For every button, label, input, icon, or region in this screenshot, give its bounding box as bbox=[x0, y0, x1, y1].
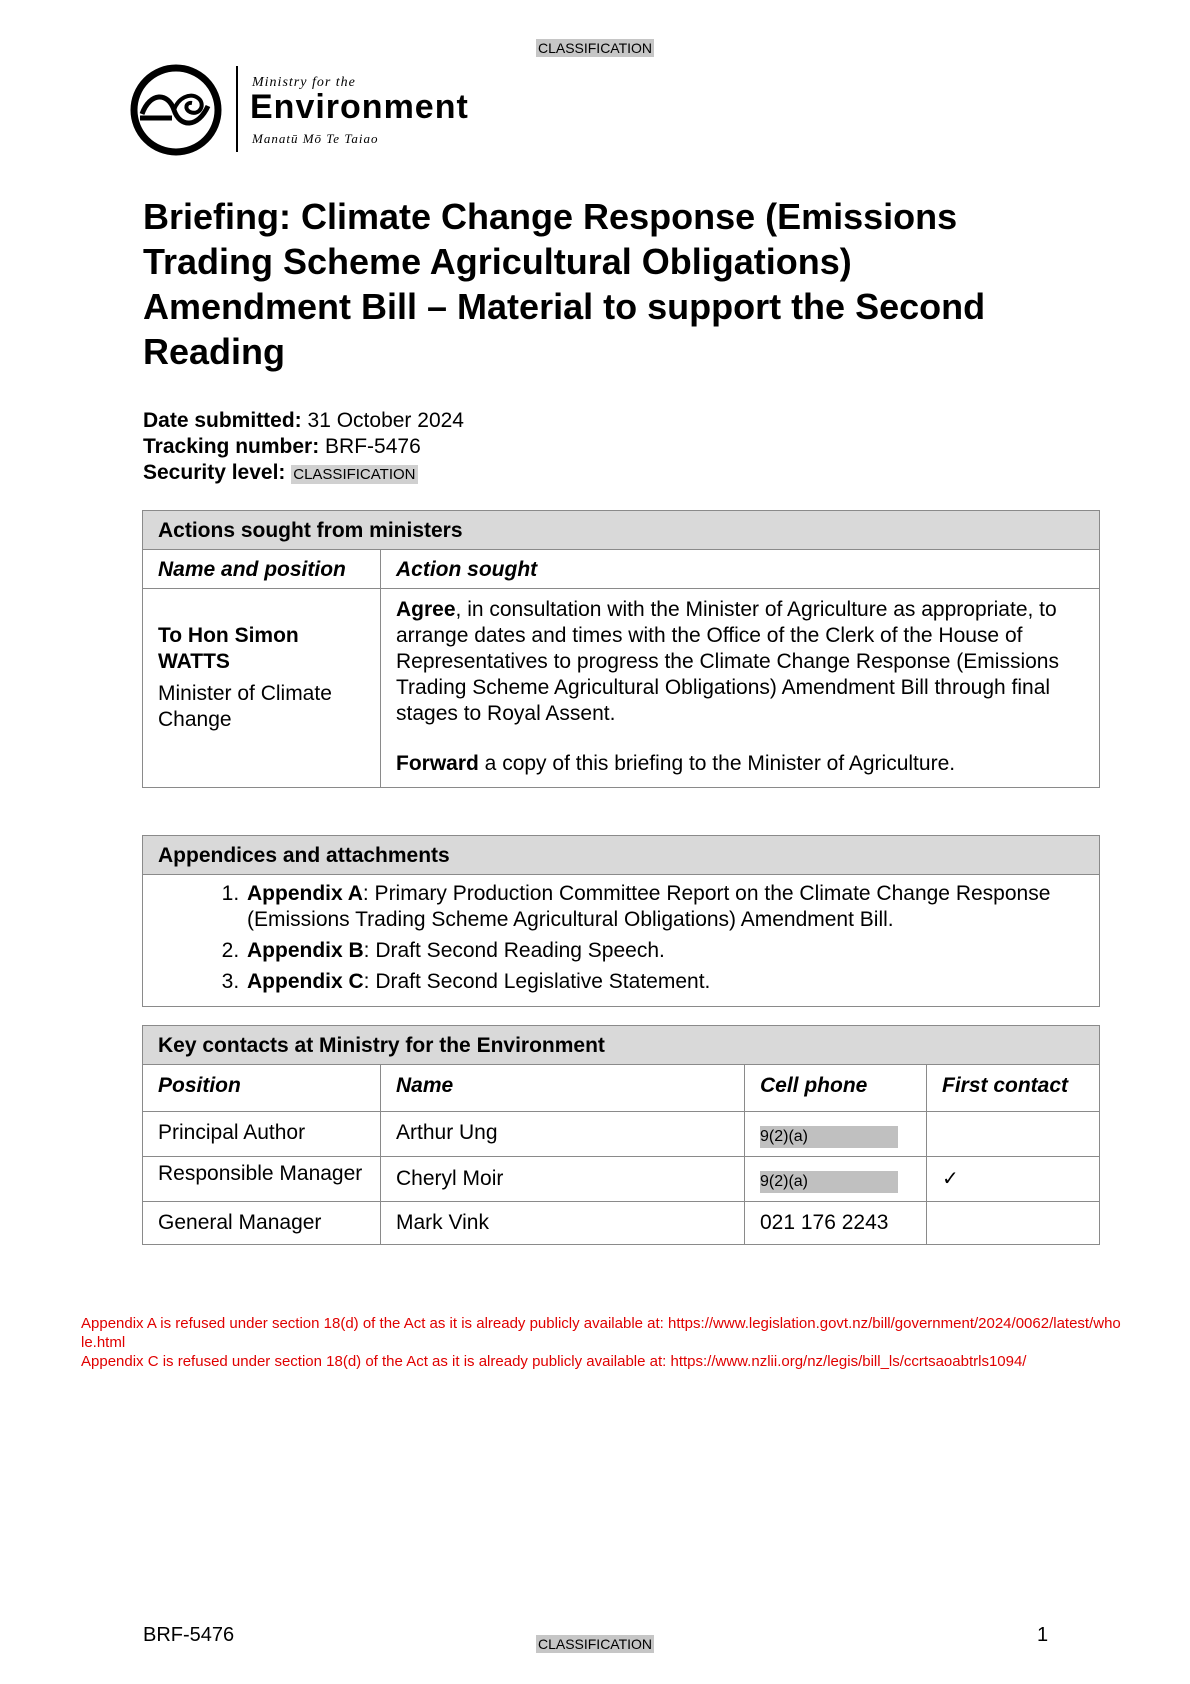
footer-page-number: 1 bbox=[1037, 1624, 1049, 1646]
tracking-number-value: BRF-5476 bbox=[325, 435, 421, 458]
list-item bbox=[245, 938, 1084, 964]
refusal-note-appendix-c: Appendix C is refused under section 18(d) of the Act as it is already publicly available at: https://www.nzlii.org/nz/legis/bill_ls/ccrtsaoabtrls1094/ bbox=[81, 1353, 1027, 1370]
refusal-note-appendix-a: Appendix A is refused under section 18(d) of the Act as it is already publicly available at: https://www.legislation.govt.nz/bill/government/2024/0062/latest/whole.html bbox=[81, 1315, 1121, 1351]
contact-position: Responsible Manager bbox=[143, 1157, 381, 1202]
appendices-list-cell bbox=[143, 875, 1100, 1007]
action-forward-text: a copy of this briefing to the Minister of Agriculture. bbox=[478, 752, 956, 775]
appendix-a-text: : Primary Production Committee Report on the Climate Change Response (Emissions Trading Scheme Agricultural Obligations) Amendment Bill. bbox=[247, 882, 1051, 931]
appendix-c-label: Appendix C bbox=[247, 970, 364, 993]
action-agree-text: , in consultation with the Minister of Agriculture as appropriate, to arrange dates and times with the Office of the Clerk of the House of Representatives to progress the Climate Change Response (Emissions Trading Scheme Agricultural Obligations) Amendment Bill through final stages to Royal Assent. bbox=[396, 598, 1059, 725]
redacted-phone: 9(2)(a) bbox=[760, 1126, 898, 1148]
action-agree bbox=[396, 597, 1084, 727]
list-item bbox=[245, 881, 1084, 933]
appendix-a-label: Appendix A bbox=[247, 882, 363, 905]
table-row bbox=[143, 1112, 1100, 1157]
ministry-logo bbox=[128, 62, 488, 162]
logo-maori-name-line: Manatū Mō Te Taiao bbox=[252, 131, 379, 146]
recipient-name: To Hon Simon WATTS bbox=[158, 624, 299, 673]
contact-name: Cheryl Moir bbox=[381, 1157, 745, 1202]
classification-label-top: CLASSIFICATION bbox=[537, 40, 653, 56]
ministry-logo-mark-icon bbox=[128, 62, 224, 158]
appendix-b-text: : Draft Second Reading Speech. bbox=[363, 939, 665, 962]
refusal-notes bbox=[81, 1314, 1121, 1371]
contact-phone-cell bbox=[745, 1112, 927, 1157]
appendices-heading: Appendices and attachments bbox=[143, 836, 1100, 875]
logo-ministry-line: Ministry for the bbox=[252, 75, 356, 90]
action-forward-keyword: Forward bbox=[396, 752, 479, 775]
footer-tracking-number: BRF-5476 bbox=[143, 1624, 235, 1646]
security-level-label: Security level: bbox=[143, 461, 286, 484]
table-row bbox=[143, 1202, 1100, 1245]
contact-position: Principal Author bbox=[143, 1112, 381, 1157]
cell-phone-column-header: Cell phone bbox=[745, 1065, 927, 1112]
key-contacts-table bbox=[142, 1025, 1100, 1245]
appendix-b-label: Appendix B bbox=[247, 939, 364, 962]
first-contact-column-header: First contact bbox=[927, 1065, 1100, 1112]
actions-sought-heading: Actions sought from ministers bbox=[143, 511, 1100, 550]
action-sought-column-header: Action sought bbox=[381, 550, 1100, 589]
date-submitted-row bbox=[143, 408, 464, 434]
list-item bbox=[245, 969, 1084, 995]
briefing-title: Briefing: Climate Change Response (Emissions Trading Scheme Agricultural Obligations) Amendment Bill – Material to support the Second Reading bbox=[143, 196, 986, 372]
action-agree-keyword: Agree bbox=[396, 598, 456, 621]
key-contacts-heading: Key contacts at Ministry for the Environment bbox=[143, 1026, 1100, 1065]
logo-divider bbox=[236, 66, 238, 152]
tracking-number-label: Tracking number: bbox=[143, 435, 320, 458]
actions-sought-table bbox=[142, 510, 1100, 788]
redacted-phone: 9(2)(a) bbox=[760, 1171, 898, 1193]
date-submitted-value: 31 October 2024 bbox=[307, 409, 464, 432]
table-row bbox=[143, 589, 1100, 788]
appendix-c-text: : Draft Second Legislative Statement. bbox=[363, 970, 711, 993]
tracking-number-row bbox=[143, 434, 464, 460]
contact-first bbox=[927, 1202, 1100, 1245]
security-level-value: CLASSIFICATION bbox=[293, 466, 416, 483]
classification-footer bbox=[0, 1636, 1190, 1652]
first-contact-check-icon: ✓ bbox=[927, 1157, 1100, 1202]
contact-name: Mark Vink bbox=[381, 1202, 745, 1245]
date-submitted-label: Date submitted: bbox=[143, 409, 302, 432]
action-sought-cell bbox=[381, 589, 1100, 788]
position-column-header: Position bbox=[143, 1065, 381, 1112]
contact-phone: 021 176 2243 bbox=[745, 1202, 927, 1245]
recipient-position: Minister of Climate Change bbox=[158, 682, 332, 731]
table-row bbox=[143, 1157, 1100, 1202]
logo-environment-line: Environment bbox=[250, 88, 469, 126]
contact-phone-cell bbox=[745, 1157, 927, 1202]
briefing-metadata bbox=[143, 408, 464, 488]
name-column-header: Name bbox=[381, 1065, 745, 1112]
recipient-cell bbox=[143, 589, 381, 788]
action-forward bbox=[396, 751, 1084, 777]
name-position-column-header: Name and position bbox=[143, 550, 381, 589]
classification-header bbox=[0, 40, 1190, 56]
contact-first bbox=[927, 1112, 1100, 1157]
contact-position: General Manager bbox=[143, 1202, 381, 1245]
security-level-row bbox=[143, 460, 464, 488]
classification-label-bottom: CLASSIFICATION bbox=[537, 1636, 653, 1652]
contact-name: Arthur Ung bbox=[381, 1112, 745, 1157]
appendices-list bbox=[158, 881, 1084, 995]
appendices-table bbox=[142, 835, 1100, 1007]
